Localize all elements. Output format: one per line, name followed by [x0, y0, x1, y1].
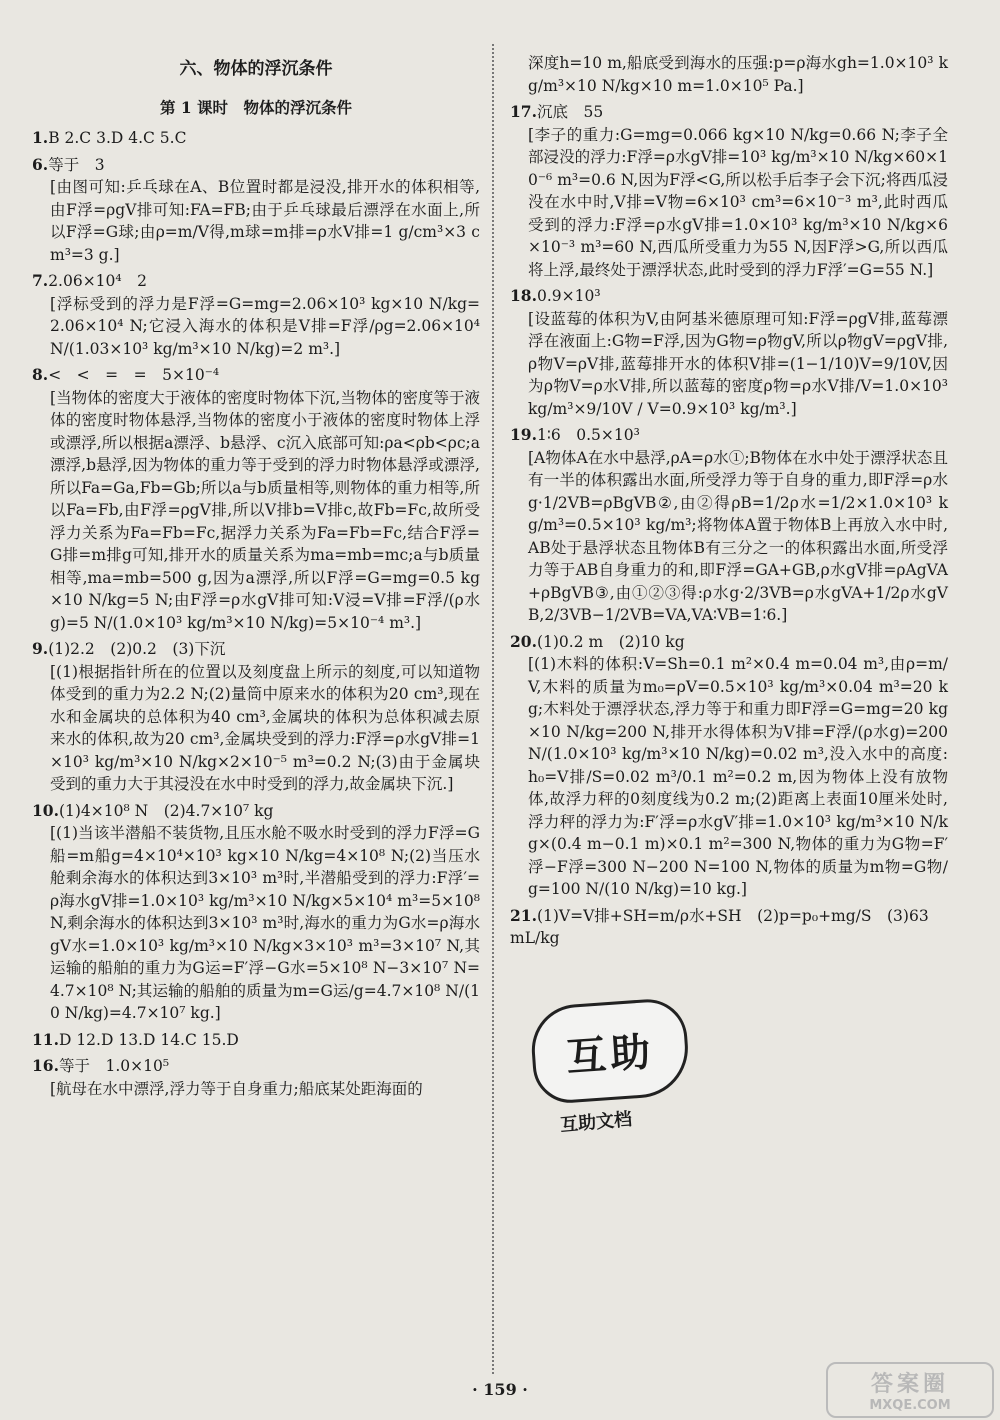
corner-logo-text: 答案圈 — [870, 1372, 949, 1397]
answer-item — [32, 270, 480, 360]
answer-item — [32, 1055, 480, 1100]
answer-item — [32, 154, 480, 267]
explanation-text: [当物体的密度大于液体的密度时物体下沉,当物体的密度等于液体的密度时物体悬浮,当物体的密度小于液体的密度时物体上浮或漂浮,所以根据a漂浮、b悬浮、c沉入底部可知:ρa<ρb<ρc;a漂浮,b悬浮,因为物体的重力等于受到的浮力时物体悬浮或漂浮,所以Fa=Ga,Fb=Gb;所以a与b质量相等,则物体的重力相等,所以Fa=Fb,由F浮=ρgV排,所以V排b=V排c,故Fb=Fc,故所受浮力关系为Fa=Fb=Fc,据浮力关系为Fa=Fb=Fc,结合F浮=G排=m排g可知,排开水的质量关系为ma=mb=mc;a与b质量相等,ma=mb=500 g,因为a漂浮,所以F浮=G=mg=0.5 kg×10 N/kg=5 N;由F浮=ρ水gV排可知:V浸=V排=F浮/(ρ水g)=5 N/(1.0×10³ kg/m³×10 N/kg)=5×10⁻⁴ m³.] — [50, 388, 480, 632]
answer-line — [510, 424, 948, 447]
question-number: 17. — [510, 102, 537, 121]
answer-item — [32, 638, 480, 796]
answer-item — [32, 1029, 480, 1052]
question-number: 20. — [510, 631, 537, 651]
question-number: 11. — [32, 1029, 59, 1049]
explanation-text: [A物体A在水中悬浮,ρA=ρ水①;B物体在水中处于漂浮状态且有一半的体积露出水面,所受浮力等于自身的重力,即F浮=ρ水g·1/2VB=ρBgVB②,由②得ρB=1/2ρ水=1/2×1.0×10³ kg/m³=0.5×10³ kg/m³;将物体A置于物体B上再放入水中时,AB处于悬浮状态且物体B有三分之一的体积露出水面,所受浮力等于AB自身重力的和,即F浮=GA+GB,ρ水gV排=ρAgVA+ρBgVB③,由①②③得:ρ水g·2/3VB=ρ水gVA+1/2ρ水gVB,2/3VB−1/2VB=VA,VA∶VB=1∶6.] — [528, 448, 948, 624]
answer-text: 0.9×10³ — [536, 287, 601, 305]
question-number: 18. — [510, 286, 537, 305]
question-number: 10. — [32, 800, 59, 820]
answer-line — [510, 905, 948, 950]
answer-line — [510, 631, 948, 654]
explanation-text: [(1)木料的体积:V=Sh=0.1 m²×0.4 m=0.04 m³,由ρ=m/V,木料的质量为m₀=ρV=0.5×10³ kg/m³×0.04 m³=20 kg;木料处于漂浮状态,浮力等于和重力即F浮=G=mg=20 kg×10 N/kg=200 N,排开水得体积为V排=F浮/(ρ水g)=200 N/(1.0×10³ kg/m³×10 N/kg)=0.02 m³,没入水中的高度:h₀=V排/S=0.02 m³/0.1 m²=0.2 m,因为物体上没有放物体,故浮力秤的0刻度线为0.2 m;(2)距离上表面10厘米处时,浮力秤的浮力为:F′浮=ρ水gV′排=1.0×10³ kg/m³×10 N/kg×(0.4 m−0.1 m)×0.1 m²=300 N,物体的重力为G物=F′浮−F浮=300 N−200 N=100 N,物体的质量为m物=G物/g=100 N/(10 N/kg)=10 kg.] — [528, 655, 948, 898]
answer-item — [510, 905, 948, 950]
question-number: 6. — [32, 154, 49, 174]
question-number: 1. — [32, 128, 49, 147]
answer-item — [510, 631, 948, 901]
question-number: 16. — [32, 1056, 59, 1075]
answer-line — [32, 154, 480, 177]
left-answer-list — [32, 127, 480, 1100]
question-number: 7. — [32, 271, 49, 290]
answer-line — [510, 101, 948, 124]
explanation-text: [(1)当该半潜船不装货物,且压水舱不吸水时受到的浮力F浮=G船=m船g=4×10⁴×10³ kg×10 N/kg=4×10⁸ N;(2)当压水舱剩余海水的体积达到3×10³ m³时,半潜船受到的浮力:F浮′=ρ海水gV排=1.0×10³ kg/m³×10 N/kg×5×10⁴ m³=5×10⁸ N,剩余海水的体积达到3×10³ m³时,海水的重力为G水=ρ海水gV水=1.0×10³ kg/m³×10 N/kg×3×10³ m³=3×10⁷ N,其运输的船舶的重力为G运=F′浮−G水=5×10⁸ N−3×10⁷ N=4.7×10⁸ N;其运输的船舶的质量为m=G运/g=4.7×10⁸ N/(10 N/kg)=4.7×10⁷ kg.] — [50, 824, 480, 1022]
answer-line — [510, 285, 948, 308]
answer-item — [32, 800, 480, 1025]
answer-item — [510, 52, 948, 97]
answer-item — [510, 424, 948, 627]
answer-text: 等于 3 — [48, 155, 105, 174]
right-column — [510, 52, 948, 950]
lesson-title: 第 1 课时 物体的浮沉条件 — [159, 97, 353, 117]
answer-line — [32, 127, 480, 150]
answer-text: (1)0.2 m (2)10 kg — [536, 632, 685, 651]
answer-text: 2.06×10⁴ 2 — [48, 272, 147, 290]
question-number: 19. — [510, 425, 537, 444]
answer-item — [32, 127, 480, 150]
left-column — [32, 52, 480, 1100]
question-number: 8. — [32, 365, 49, 384]
answer-line — [32, 800, 480, 823]
corner-watermark-logo — [826, 1362, 994, 1418]
answer-line — [32, 1055, 480, 1078]
answer-item — [32, 364, 480, 634]
question-number: 9. — [32, 639, 49, 658]
answer-line — [32, 364, 480, 387]
answer-line — [32, 638, 480, 661]
explanation-text: [设蓝莓的体积为V,由阿基米德原理可知:F浮=ρgV排,蓝莓漂浮在液面上:G物=F浮,因为G物=ρ物gV,所以ρ物gV=ρgV排,ρ物V=ρV排,蓝莓排开水的体积V排=(1−1/10)V=9/10V,因为ρ物V=ρ水V排,所以蓝莓的密度ρ物=ρ水V排/V=1.0×10³ kg/m³×9/10V / V=0.9×10³ kg/m³.] — [528, 309, 948, 418]
answer-text: D 12.D 13.D 14.C 15.D — [58, 1030, 239, 1049]
answer-text: 1∶6 0.5×10³ — [536, 426, 640, 444]
stamp-sub-text: 互助文档 — [559, 1108, 633, 1137]
answer-line — [32, 1029, 480, 1052]
page-number: · 159 · — [472, 1380, 528, 1399]
answer-line — [32, 270, 480, 293]
explanation-text: [由图可知:乒乓球在A、B位置时都是浸没,排开水的体积相等,由F浮=ρgV排可知:FA=FB;由于乒乓球最后漂浮在水面上,所以F浮=G球;由ρ=m/V得,m球=m排=ρ水V排=1 g/cm³×3 cm³=3 g.] — [50, 178, 480, 264]
answer-text: 沉底 55 — [536, 103, 604, 121]
explanation-text: [李子的重力:G=mg=0.066 kg×10 N/kg=0.66 N;李子全部浸没的浮力:F浮=ρ水gV排=10³ kg/m³×10 N/kg×60×10⁻⁶ m³=0.6 N,因为F浮<G,所以松手后李子会下沉;将西瓜浸没在水中时,V排=V物=6×10³ cm³=6×10⁻³ m³,此时西瓜受到的浮力:F浮=ρ水gV排=1.0×10³ kg/m³×10 N/kg×6×10⁻³ m³=60 N,西瓜所受重力为55 N,因F浮>G,所以西瓜将上浮,最终处于漂浮状态,此时受到的浮力F浮′=G=55 N.] — [528, 125, 948, 279]
answer-item — [510, 101, 948, 281]
answer-text: (1)4×10⁸ N (2)4.7×10⁷ kg — [58, 801, 274, 820]
explanation-text: [航母在水中漂浮,浮力等于自身重力;船底某处距海面的 — [50, 1079, 423, 1098]
explanation-text: [(1)根据指针所在的位置以及刻度盘上所示的刻度,可以知道物体受到的重力为2.2 N;(2)量筒中原来水的体积为20 cm³,现在水和金属块的总体积为40 cm³,金属块的体积为总体积减去原来水的体积,故为20 cm³,金属块受到的浮力:F浮=ρ水gV排=1×10³ kg/m³×10 N/kg×2×10⁻⁵ m³=0.2 N;(3)由于金属块受到的重力大于其浸没在水中时受到的浮力,故金属块下沉.] — [50, 662, 480, 793]
corner-logo-url: MXQE.COM — [869, 1398, 951, 1413]
section-title: 六、物体的浮沉条件 — [179, 59, 333, 79]
answer-text: 等于 1.0×10⁵ — [58, 1057, 170, 1075]
stamp-text: 互助 — [564, 1028, 656, 1081]
explanation-text: 深度h=10 m,船底受到海水的压强:p=ρ海水gh=1.0×10³ kg/m³×10 N/kg×10 m=1.0×10⁵ Pa.] — [528, 54, 948, 95]
watermark-stamp — [529, 997, 691, 1106]
column-divider — [492, 44, 494, 1374]
right-answer-list — [510, 52, 948, 950]
answer-text: (1)V=V排+SH=m/ρ水+SH (2)p=p₀+mg/S (3)63 mL/kg — [510, 906, 929, 947]
answer-text: < < = = 5×10⁻⁴ — [48, 366, 220, 384]
explanation-text: [浮标受到的浮力是F浮=G=mg=2.06×10³ kg×10 N/kg=2.06×10⁴ N;它浸入海水的体积是V排=F浮/ρg=2.06×10⁴ N/(1.03×10³ kg/m³×10 N/kg)=2 m³.] — [50, 294, 480, 358]
answer-text: B 2.C 3.D 4.C 5.C — [48, 129, 187, 147]
question-number: 21. — [510, 905, 537, 925]
answer-item — [510, 285, 948, 420]
answer-text: (1)2.2 (2)0.2 (3)下沉 — [48, 640, 226, 658]
